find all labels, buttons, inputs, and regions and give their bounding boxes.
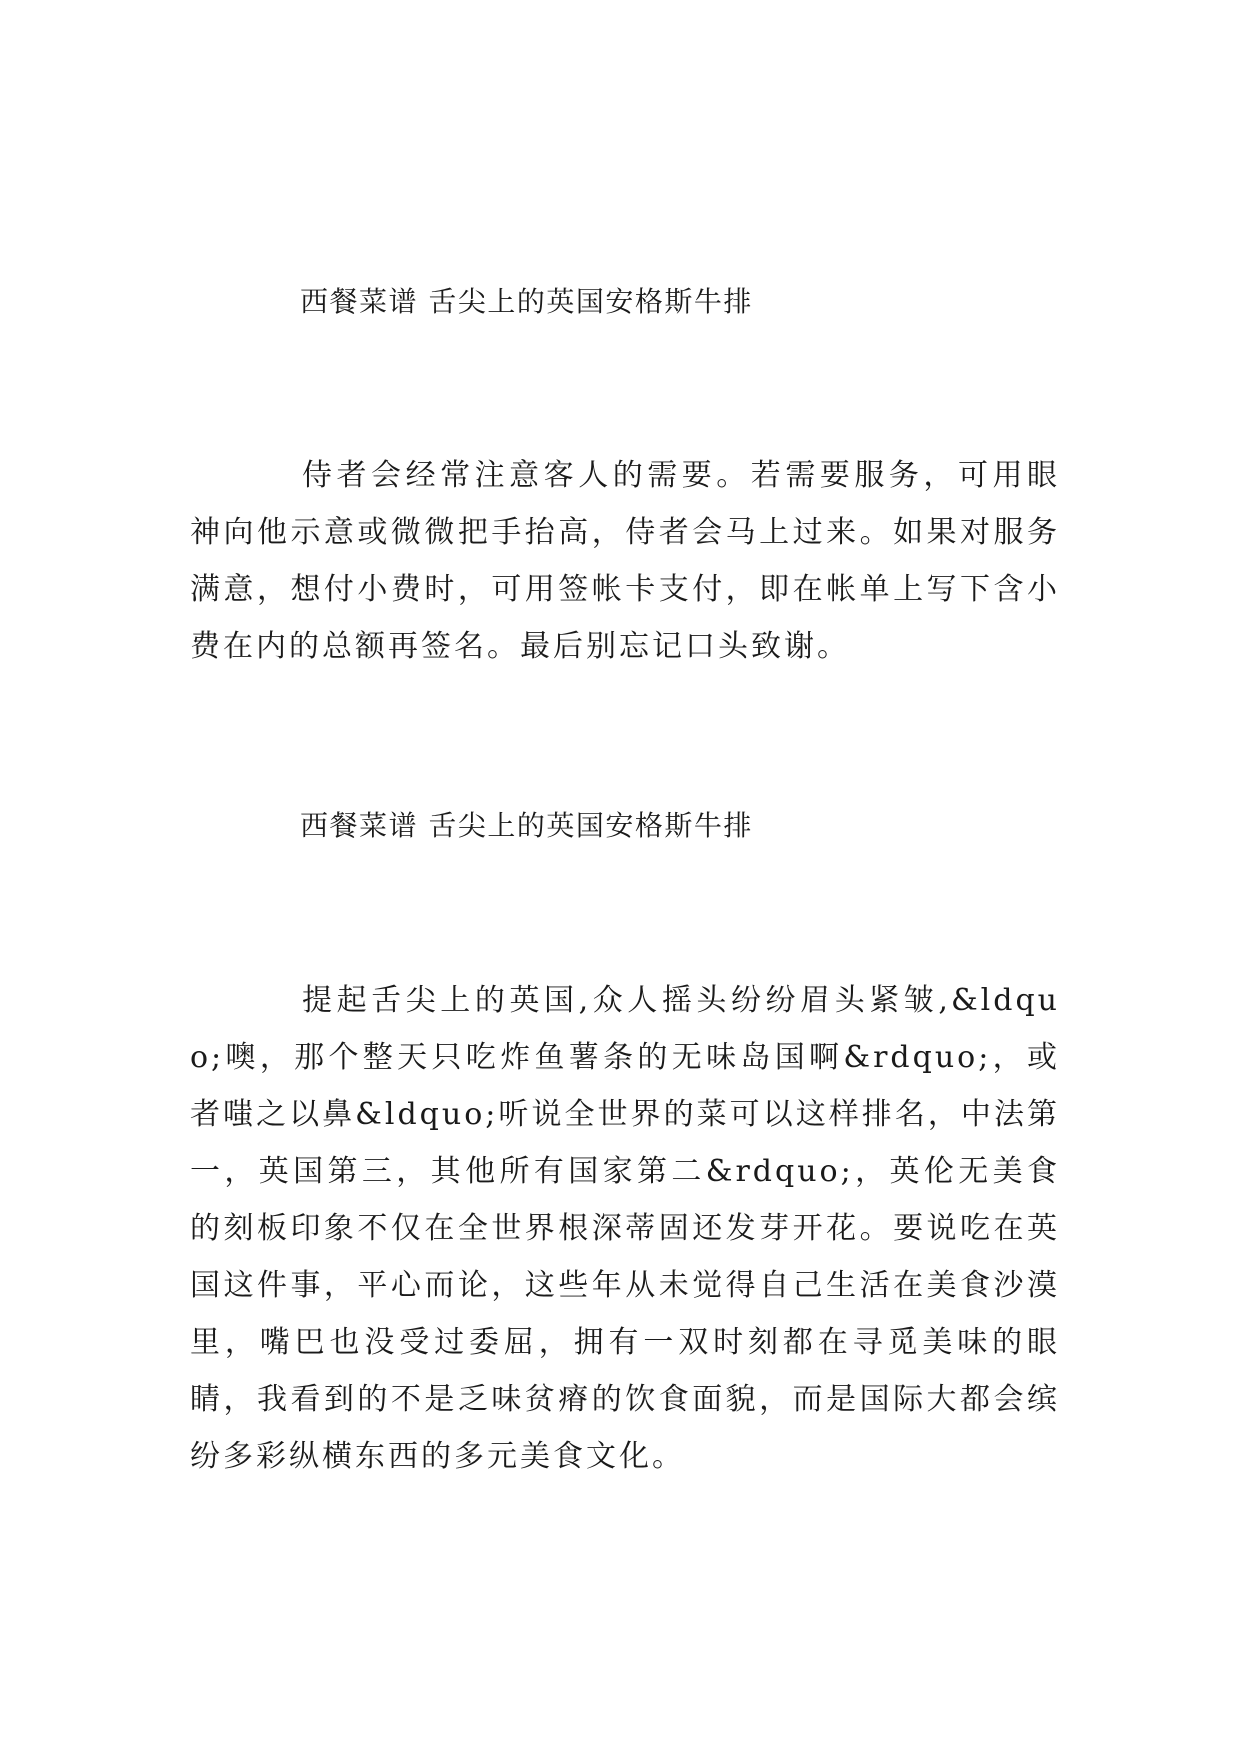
section-paragraph: 侍者会经常注意客人的需要。若需要服务，可用眼神向他示意或微微把手抬高，侍者会马上过来。如果对服务满意，想付小费时，可用签帐卡支付，即在帐单上写下含小费在内的总额再签名。最后别忘记口头致谢。 — [190, 458, 1060, 664]
section-paragraph: 提起舌尖上的英国,众人摇头纷纷眉头紧皱,&ldquo;噢，那个整天只吃炸鱼薯条的无味岛国啊&rdquo;，或者嗤之以鼻&ldquo;听说全世界的菜可以这样排名，中法第一，英国第三，其他所有国家第二&rdquo;，英伦无美食的刻板印象不仅在全世界根深蒂固还发芽开花。要说吃在英国这件事，平心而论，这些年从未觉得自己生活在美食沙漠里，嘴巴也没受过委屈，拥有一双时刻都在寻觅美味的眼睛，我看到的不是乏味贫瘠的饮食面貌，而是国际大都会缤纷多彩纵横东西的多元美食文化。 — [190, 983, 1060, 1474]
section-heading: 西餐菜谱 舌尖上的英国安格斯牛排 — [300, 285, 753, 318]
section-heading: 西餐菜谱 舌尖上的英国安格斯牛排 — [300, 809, 753, 842]
